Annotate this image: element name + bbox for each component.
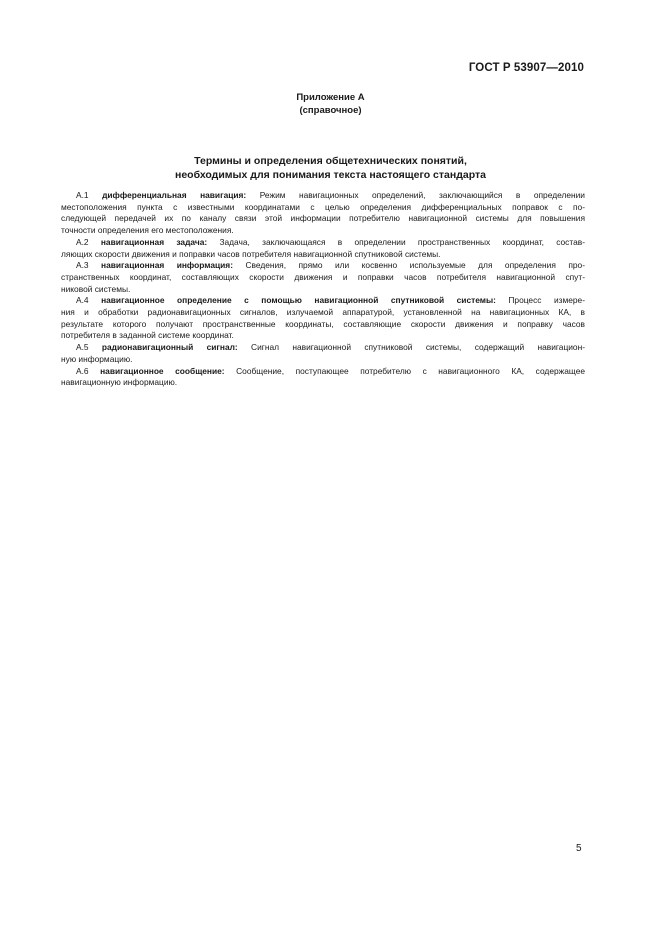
term-line: результате которого получают пространственные координаты, составляющие скорости движения и поправку часов bbox=[61, 318, 585, 329]
term-entry bbox=[61, 190, 585, 237]
appendix-note: (справочное) bbox=[299, 105, 362, 116]
term-definition: Задача, заключающаяся в определении пространственных координат, состав- bbox=[207, 236, 585, 247]
standard-identifier: ГОСТ Р 53907—2010 bbox=[468, 62, 584, 74]
term-entry bbox=[61, 237, 585, 260]
term-name: навигационное сообщение: bbox=[100, 365, 225, 376]
term-entry bbox=[61, 295, 585, 342]
term-line: навигационную информацию. bbox=[61, 377, 178, 388]
term-line: местоположения пункта с известными координатами с целью определения дифференциальных поправок с по- bbox=[61, 201, 585, 212]
term-name: навигационная информация: bbox=[101, 260, 233, 271]
term-line: потребителя в заданной системе координат. bbox=[61, 330, 234, 341]
term-definition: Процесс измере- bbox=[495, 295, 585, 306]
term-name: радионавигационный сигнал: bbox=[101, 342, 238, 353]
appendix-heading bbox=[0, 91, 661, 117]
term-number: А.5 bbox=[76, 342, 102, 353]
term-name: дифференциальная навигация: bbox=[102, 190, 247, 200]
term-line: точности определения его местоположения. bbox=[61, 225, 234, 236]
term-line bbox=[61, 190, 585, 202]
term-line bbox=[61, 366, 585, 378]
term-entry bbox=[61, 366, 585, 389]
term-line bbox=[61, 237, 585, 249]
term-number: А.1 bbox=[76, 190, 103, 200]
term-number: А.2 bbox=[76, 236, 101, 247]
page-number: 5 bbox=[576, 843, 582, 854]
term-number: А.6 bbox=[76, 365, 101, 376]
term-number: А.4 bbox=[76, 295, 102, 306]
terms-list bbox=[61, 190, 585, 389]
term-definition: Сообщение, поступающее потребителю с навигационного КА, содержащее bbox=[224, 365, 586, 376]
term-line: ния и обработки радионавигационных сигналов, излучаемой аппаратурой, установленной на навигационных КА, в bbox=[61, 307, 585, 318]
term-line bbox=[61, 260, 585, 272]
term-number: А.3 bbox=[76, 260, 102, 271]
appendix-label: Приложение А bbox=[296, 92, 365, 103]
term-line bbox=[61, 295, 585, 307]
term-definition: Сведения, прямо или косвенно используемые для определения про- bbox=[232, 260, 585, 271]
term-line bbox=[61, 342, 585, 354]
term-name: навигационное определение с помощью навигационной спутниковой системы: bbox=[101, 295, 496, 306]
term-entry bbox=[61, 342, 585, 365]
section-title-line-1: Термины и определения общетехнических понятий, bbox=[194, 155, 467, 167]
term-line: следующей передачей их по каналу связи этой информации потребителю навигационной системы для повышения bbox=[61, 213, 585, 224]
term-line: никовой системы. bbox=[61, 283, 131, 294]
term-line: ную информацию. bbox=[61, 353, 133, 364]
term-line: ляющих скорости движения и поправки часов потребителя навигационной спутниковой системы. bbox=[61, 248, 441, 259]
term-definition: Сигнал навигационной спутниковой системы, содержащий навигацион- bbox=[237, 342, 585, 353]
term-name: навигационная задача: bbox=[100, 236, 208, 247]
section-title bbox=[0, 154, 661, 182]
term-definition: Режим навигационных определений, заключающийся в определении bbox=[246, 190, 585, 200]
term-line: странственных координат, составляющих скорости движения и поправки часов потребителя навигационной спут- bbox=[61, 271, 585, 282]
term-entry bbox=[61, 260, 585, 295]
section-title-line-2: необходимых для понимания текста настоящего стандарта bbox=[175, 169, 486, 181]
